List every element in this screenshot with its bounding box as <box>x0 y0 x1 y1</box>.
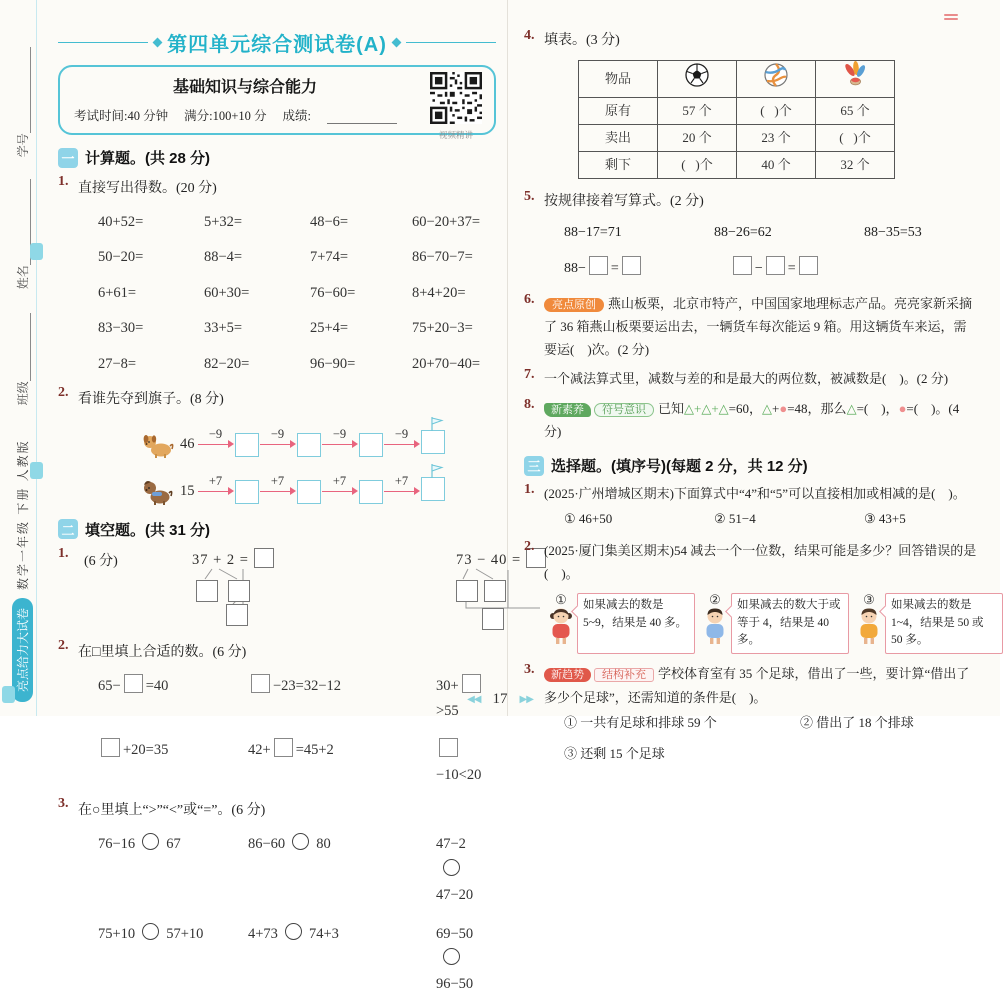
table-row <box>579 97 895 124</box>
answer-box <box>297 433 321 457</box>
choice-option: ① 46+50 <box>564 511 613 527</box>
race-arrow <box>322 426 358 447</box>
calc-expression: 60−20+37= <box>412 214 481 230</box>
fill-equation <box>248 738 436 789</box>
exam-info-line <box>74 106 416 124</box>
speech-bubble: 如果减去的数是 5~9，结果是 40 多。 <box>577 593 695 654</box>
arrowhead-icon <box>228 440 234 448</box>
comparison-circle <box>285 923 302 940</box>
question-text: =60， <box>728 400 763 416</box>
comparison-left: 76−16 <box>98 836 136 853</box>
answer-box <box>254 548 274 568</box>
question-number: 2. <box>524 538 535 554</box>
table-cell: ( )个 <box>658 151 737 178</box>
equation-text: −10<20 <box>436 767 482 783</box>
fill-equation <box>248 674 436 725</box>
calc-expression: 50−20= <box>98 249 144 266</box>
speech-bubble: 如果减去的数是 1~4，结果是 50 或 50 多。 <box>885 593 1003 654</box>
table-cell: 原有 <box>579 97 658 124</box>
finish-box-wrap <box>421 477 445 506</box>
table-cell: 65 个 <box>816 97 895 124</box>
table-cell: 20 个 <box>658 124 737 151</box>
exam-info-box <box>58 65 496 140</box>
bond-part-box <box>484 580 506 602</box>
comparison-item <box>98 832 248 908</box>
comparison-circle <box>292 833 309 850</box>
stock-table <box>578 60 895 179</box>
diamond-ornament-icon <box>391 38 401 48</box>
blank-box <box>439 738 458 757</box>
circle-symbol: ● <box>898 400 907 416</box>
flag-icon <box>429 463 445 479</box>
question-number: 6. <box>524 291 535 307</box>
question-7 <box>524 367 978 390</box>
question-body <box>544 397 978 444</box>
blank-box <box>766 256 785 275</box>
new-literacy-badge: 新素养 <box>544 403 591 417</box>
question-text: =48，那么 <box>787 400 847 416</box>
class-field <box>14 313 31 405</box>
binding-mark <box>2 686 15 703</box>
question-text: (2025·广州增城区期末)下面算式中“4”和“5”可以直接相加或相减的是( )。 <box>544 486 966 502</box>
question-number: 8. <box>524 396 535 412</box>
triangle-symbol: △+△+△ <box>684 400 729 416</box>
calc-expression: 5+32= <box>204 214 243 230</box>
race-arrow <box>384 426 420 447</box>
race-op-label: +7 <box>270 473 285 488</box>
equation-text: 88− <box>564 260 586 276</box>
calc-expression: 82−20= <box>204 355 250 372</box>
bubble-left <box>700 593 730 654</box>
bond-result-box <box>482 608 504 630</box>
equation-text: = <box>787 260 796 276</box>
table-cell: 40 个 <box>737 151 816 178</box>
question-body <box>544 539 1003 657</box>
choice-options <box>564 507 978 530</box>
arrowhead-icon <box>414 487 420 495</box>
answer-box <box>297 480 321 504</box>
comparison-left: 69−50 <box>436 925 474 942</box>
comparison-right: 67 <box>166 836 181 853</box>
fill-question-1 <box>58 545 522 632</box>
highlight-original-badge: 亮点原创 <box>544 298 604 312</box>
answer-box <box>359 433 383 457</box>
bond-part-box <box>456 580 478 602</box>
table-row <box>579 124 895 151</box>
calc-grid <box>98 210 496 377</box>
question-number: 7. <box>524 367 535 383</box>
bubble-item <box>546 593 695 654</box>
question-label: (6 分) <box>84 553 118 569</box>
equation-text: −23=32−12 <box>273 677 342 694</box>
question-number: 2. <box>58 637 69 653</box>
question-label: 按规律接着写算式。(2 分) <box>544 193 704 209</box>
calc-expression: 76−60= <box>310 284 356 301</box>
question-label: 在□里填上合适的数。(6 分) <box>78 644 247 660</box>
comparison-right: 74+3 <box>308 925 339 942</box>
question-body <box>544 367 978 390</box>
race-op-label: −9 <box>332 426 347 441</box>
comparison-item <box>436 922 496 998</box>
pattern-equations <box>564 221 978 246</box>
speech-bubble-row <box>546 593 1003 654</box>
question-body <box>544 662 978 767</box>
calc-expression: 25+4= <box>310 320 349 337</box>
fill-equation <box>436 738 496 789</box>
comparison-item <box>248 922 436 998</box>
calc-expression: 20+70−40= <box>412 355 481 372</box>
bubble-left <box>546 593 576 654</box>
bond-part-box <box>228 580 250 602</box>
choice-question-1 <box>524 482 978 532</box>
bubble-item <box>854 593 1003 654</box>
series-badge: 亮点给力大试卷 <box>12 598 33 702</box>
question-body <box>78 796 496 999</box>
calc-expression: 83−30= <box>98 320 144 337</box>
section-2-header <box>58 519 496 540</box>
class-label: 班级 <box>15 381 30 406</box>
equation-text: 30+ <box>436 677 459 694</box>
question-text: + <box>772 400 780 416</box>
race-arrow <box>260 426 296 447</box>
pattern-blank-equation <box>564 256 644 282</box>
arrowhead-icon <box>290 487 296 495</box>
next-page-arrows-icon: ▶▶ <box>519 694 533 705</box>
sidebar-rotated-strip <box>0 0 44 716</box>
speech-bubble: 如果减去的数大于或等于 4，结果是 40 多。 <box>731 593 849 654</box>
question-number: 3. <box>524 662 535 678</box>
answer-box <box>235 480 259 504</box>
class-blank-line <box>17 313 31 381</box>
question-text: =( )。(4 分) <box>544 400 960 440</box>
exam-grade-label: 成绩: <box>282 109 311 123</box>
equation-text: 65− <box>98 677 121 694</box>
pattern-equation: 88−17=71 <box>564 224 622 240</box>
comparison-left: 75+10 <box>98 925 136 942</box>
question-body <box>78 385 496 413</box>
comparison-right: 47−20 <box>436 887 474 904</box>
finish-box-wrap <box>421 430 445 459</box>
table-cell: 57 个 <box>658 97 737 124</box>
prev-page-arrows-icon: ◀◀ <box>467 694 481 705</box>
number-bond-diagram <box>192 550 392 630</box>
question-label: 填表。(3 分) <box>544 33 620 48</box>
pattern-equation: 88−26=62 <box>714 224 772 240</box>
section-1-badge: 一 <box>58 148 78 168</box>
table-row <box>579 151 895 178</box>
comparison-item <box>248 832 436 908</box>
structure-supplement-badge: 结构补充 <box>594 668 654 682</box>
table-cell: ( )个 <box>737 97 816 124</box>
race-op-label: −9 <box>394 426 409 441</box>
question-number: 2. <box>58 384 69 400</box>
table-cell: ( )个 <box>816 124 895 151</box>
triangle-symbol: △ <box>846 400 857 416</box>
symbol-sense-badge: 符号意识 <box>594 403 654 417</box>
qr-block <box>427 72 485 141</box>
pattern-blank-row <box>564 256 978 282</box>
race-row-2 <box>142 473 496 507</box>
equation-text: 42+ <box>248 741 271 758</box>
question-text: (2025·厦门集美区期末)54 减去一个一位数，结果可能是多少？回答错误的是( )。 <box>544 542 977 581</box>
comparison-left: 47−2 <box>436 836 466 853</box>
binding-mark <box>30 243 43 260</box>
question-label: 在○里填上“>”“<”或“=”。(6 分) <box>78 803 266 819</box>
paper-subtitle: 基础知识与综合能力 <box>172 79 317 96</box>
name-blank-line <box>17 179 31 265</box>
choice-option: ③ 43+5 <box>864 511 906 527</box>
race-arrow <box>322 473 358 494</box>
race-op-label: +7 <box>332 473 347 488</box>
question-text: 一个减法算式里，减数与差的和是最大的两位数，被减数是( )。(2 分) <box>544 371 949 387</box>
choice-options <box>564 711 978 765</box>
title-rule-right <box>406 42 496 44</box>
blank-box <box>799 256 818 275</box>
bond-expression <box>192 548 274 573</box>
calc-expression: 48−6= <box>310 214 349 230</box>
question-number: 5. <box>524 188 535 204</box>
binding-mark <box>30 462 43 479</box>
paper-title-row <box>58 28 496 57</box>
arrowhead-icon <box>352 487 358 495</box>
blank-box <box>124 674 143 693</box>
comparison-grid <box>98 832 496 997</box>
bond-expression-text: 37 + 2 = <box>192 551 249 568</box>
name-label: 姓名 <box>15 265 30 290</box>
calc-expression: 86−70−7= <box>412 249 473 266</box>
race-arrow <box>198 426 234 447</box>
comparison-circle <box>443 859 460 876</box>
calc-expression: 88−4= <box>204 249 243 266</box>
blank-box <box>733 256 752 275</box>
question-5 <box>524 189 978 286</box>
fill-question-2 <box>58 638 496 791</box>
table-cell: 卖出 <box>579 124 658 151</box>
qr-caption: 视频精讲 <box>438 130 473 140</box>
bubble-item <box>700 593 849 654</box>
comparison-right: 96−50 <box>436 976 474 993</box>
race-op-label: +7 <box>394 473 409 488</box>
table-cell: 23 个 <box>737 124 816 151</box>
equation-text: = <box>610 260 619 276</box>
comparison-item <box>436 832 496 908</box>
volleyball-icon <box>737 60 816 97</box>
arrowhead-icon <box>228 487 234 495</box>
choice-option: ② 51−4 <box>714 511 756 527</box>
comparison-left: 86−60 <box>248 836 286 853</box>
option-number: ② <box>709 591 721 607</box>
pattern-equation: 88−35=53 <box>864 224 922 240</box>
table-header-row <box>579 60 895 97</box>
dog-icon <box>142 431 174 459</box>
calc-expression: 8+4+20= <box>412 284 466 301</box>
question-6 <box>524 292 978 362</box>
student-no-field <box>14 47 31 157</box>
grade-blank-line <box>327 111 397 124</box>
comparison-right: 80 <box>316 836 331 853</box>
bond-expression-text: 73 − 40 = <box>456 551 522 568</box>
question-8 <box>524 397 978 444</box>
right-column <box>524 28 984 767</box>
section-3-title: 选择题。(填序号)(每题 2 分，共 12 分) <box>551 458 808 476</box>
question-body <box>544 189 978 286</box>
flag-icon <box>429 416 445 432</box>
question-1 <box>58 174 496 379</box>
calc-expression: 6+61= <box>98 284 137 301</box>
answer-box <box>421 477 445 501</box>
section-1-header <box>58 147 496 168</box>
choice-question-3 <box>524 662 978 767</box>
comparison-circle <box>142 833 159 850</box>
new-trend-badge: 新趋势 <box>544 668 591 682</box>
answer-box <box>235 433 259 457</box>
comparison-right: 57+10 <box>166 925 204 942</box>
table-cell: 32 个 <box>816 151 895 178</box>
calc-expression: 40+52= <box>98 214 144 230</box>
blank-box <box>274 738 293 757</box>
exam-time: 考试时间:40 分钟 <box>74 109 169 123</box>
calc-expression: 60+30= <box>204 284 250 301</box>
blank-box <box>589 256 608 275</box>
table-header-cell: 物品 <box>579 60 658 97</box>
equation-text: +20=35 <box>123 741 169 758</box>
question-body <box>544 28 978 183</box>
calc-expression: 33+5= <box>204 320 243 337</box>
pattern-blank-equation <box>730 256 821 282</box>
student-no-blank-line <box>17 47 31 133</box>
answer-box <box>359 480 383 504</box>
jianzi-shuttlecock-icon <box>816 60 895 97</box>
race-start-number: 15 <box>180 483 195 500</box>
question-number: 4. <box>524 28 535 43</box>
book-title: 数学一年级 下册 人教版 <box>15 439 30 590</box>
bond-result-box <box>226 604 248 626</box>
dog-icon <box>142 478 174 506</box>
girl-icon <box>548 606 574 646</box>
arrowhead-icon <box>414 440 420 448</box>
answer-box <box>421 430 445 454</box>
calc-expression: 75+20−3= <box>412 320 473 337</box>
question-4 <box>524 28 978 183</box>
option-number: ① <box>555 591 567 607</box>
choice-option: ② 借出了 18 个排球 <box>800 714 914 730</box>
question-text: =( )， <box>856 400 899 416</box>
calc-expression: 96−90= <box>310 355 356 372</box>
calc-expression: 27−8= <box>98 355 137 372</box>
page-footer <box>467 691 533 708</box>
boy-icon <box>702 606 728 646</box>
question-number: 1. <box>58 174 69 189</box>
question-2 <box>58 385 496 413</box>
option-number: ③ <box>863 591 875 607</box>
fill-question-3 <box>58 796 496 999</box>
question-body <box>78 174 496 379</box>
exam-full-score: 满分:100+10 分 <box>184 109 267 123</box>
choice-option: ① 一共有足球和排球 59 个 <box>564 714 717 730</box>
arrowhead-icon <box>352 440 358 448</box>
question-text: 燕山板栗，北京市特产，中国国家地理标志产品。亮亮家新采摘了 36 箱燕山板栗要运出去，一辆货车每次能运 9 箱。用这辆货车来运，需要运( )次。(2 分) <box>544 295 973 358</box>
boy-icon <box>856 606 882 646</box>
comparison-circle <box>142 923 159 940</box>
triangle-symbol: △ <box>762 400 773 416</box>
equation-text: =40 <box>145 677 169 694</box>
question-label: 直接写出得数。(20 分) <box>78 181 217 196</box>
question-body <box>544 292 978 362</box>
race-arrow <box>198 473 234 494</box>
question-number: 3. <box>58 796 69 812</box>
comparison-item <box>98 922 248 998</box>
equation-text: =45+2 <box>295 741 334 758</box>
soccer-ball-icon <box>658 60 737 97</box>
blank-box <box>251 674 270 693</box>
comparison-left: 4+73 <box>248 925 278 942</box>
fill-equation <box>98 738 248 789</box>
page-number: 17 <box>492 691 508 707</box>
student-no-label: 学号 <box>15 133 30 158</box>
diamond-ornament-icon <box>153 38 163 48</box>
calc-expression: 7+74= <box>310 249 349 266</box>
arrowhead-icon <box>290 440 296 448</box>
paper-title: 第四单元综合测试卷(A) <box>167 34 387 56</box>
section-2-title: 填空题。(共 31 分) <box>85 521 211 539</box>
race-op-label: −9 <box>270 426 285 441</box>
question-number: 1. <box>524 482 535 498</box>
fill-equation <box>98 674 248 725</box>
section-3-header <box>524 455 978 476</box>
race-row-1 <box>142 426 496 460</box>
blank-box <box>101 738 120 757</box>
name-field <box>14 179 31 289</box>
title-rule-left <box>58 42 148 44</box>
question-body <box>544 482 978 532</box>
qr-code-icon <box>430 72 482 124</box>
race-op-label: −9 <box>208 426 223 441</box>
bond-part-box <box>196 580 218 602</box>
race-arrow <box>260 473 296 494</box>
question-text: 已知 <box>658 400 685 416</box>
fill-blank-grid <box>98 674 496 789</box>
question-label: 看谁先夺到旗子。(8 分) <box>78 391 224 407</box>
section-1-title: 计算题。(共 28 分) <box>85 150 211 167</box>
question-number: 1. <box>58 545 69 561</box>
blank-box <box>622 256 641 275</box>
table-cell: 剩下 <box>579 151 658 178</box>
race-start-number: 46 <box>180 436 195 453</box>
choice-option: ③ 还剩 15 个足球 <box>564 746 665 762</box>
race-op-label: +7 <box>208 473 223 488</box>
section-3-badge: 三 <box>524 456 544 476</box>
question-text: 学校体育室有 35 个足球，借出了一些，要计算“借出了多少个足球”，还需知道的条件是( )。 <box>544 666 970 705</box>
circle-symbol: ● <box>779 400 788 416</box>
section-2-badge: 二 <box>58 519 78 539</box>
equation-text: >55 <box>436 703 459 720</box>
bubble-left <box>854 593 884 654</box>
equation-text: − <box>754 260 763 276</box>
comparison-circle <box>443 948 460 965</box>
question-body <box>78 638 496 791</box>
page-corner-mark <box>944 12 958 22</box>
choice-question-2 <box>524 538 984 657</box>
race-arrow <box>384 473 420 494</box>
